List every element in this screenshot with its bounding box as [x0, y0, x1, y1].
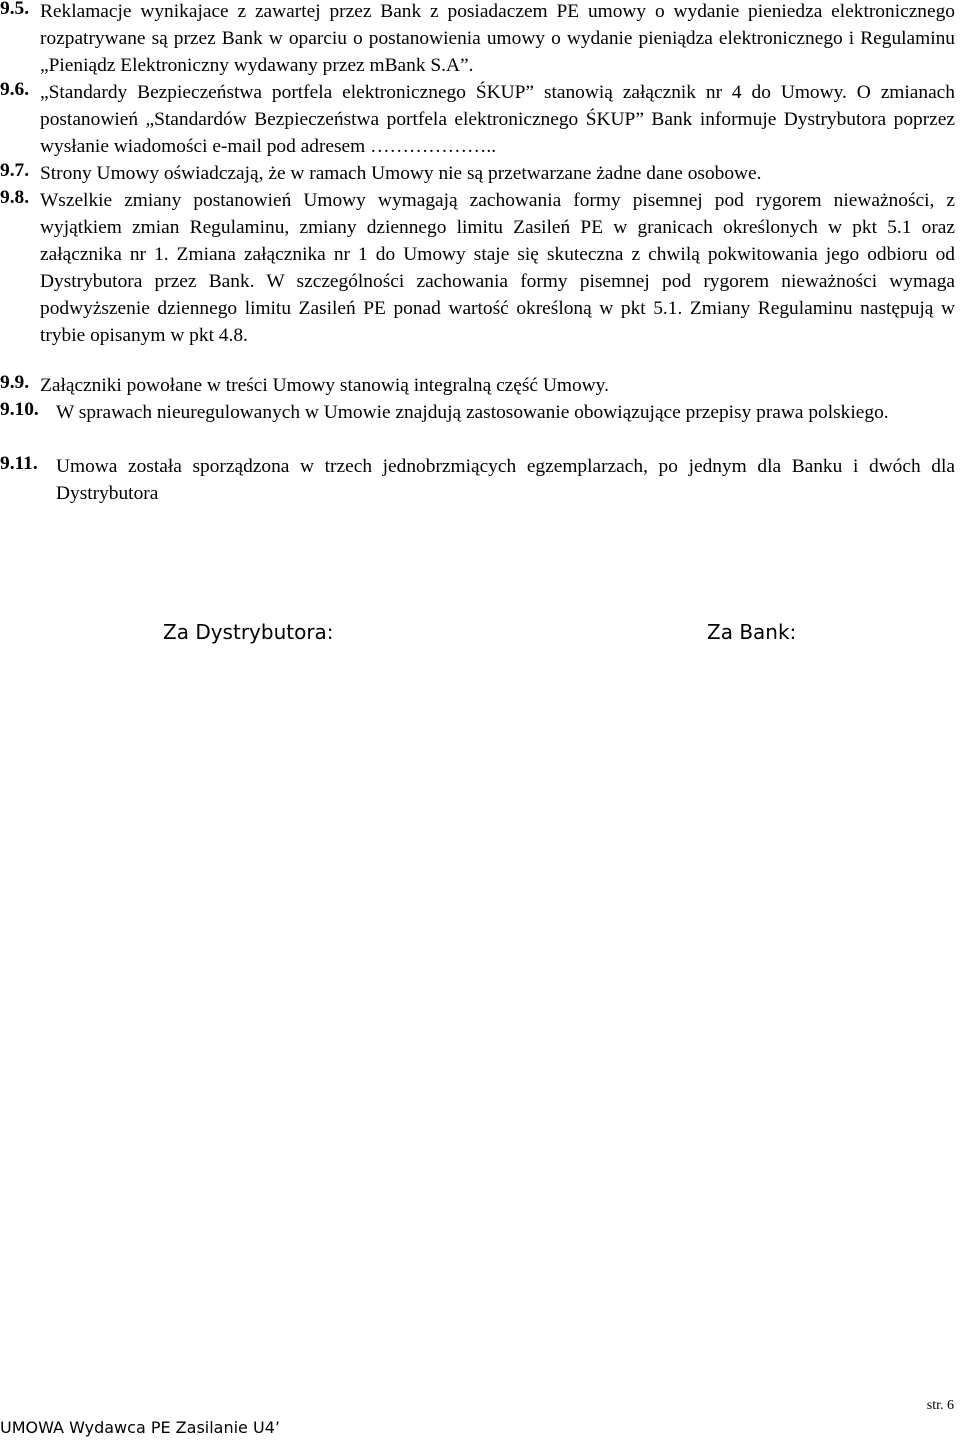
clause-text: „Standardy Bezpieczeństwa portfela elektronicznego ŚKUP” stanowią załącznik nr 4 do Umowy. O zmianach postanowień „Standardów Bezpieczeństwa portfela elektronicznego ŚKUP” Bank informuje Dystrybutora poprzez wysłanie wiadomości e-mail pod adresem ……………….. — [40, 82, 955, 157]
clause-number: 9.8. — [0, 187, 30, 208]
signature-bank: Za Bank: — [707, 620, 797, 644]
clause-number: 9.11. — [0, 453, 38, 474]
page-number: str. 6 — [926, 1398, 954, 1413]
clause-9-5 — [0, 0, 955, 79]
clause-number: 9.9. — [0, 372, 30, 393]
clause-9-8 — [0, 187, 955, 349]
clause-text: Wszelkie zmiany postanowień Umowy wymagają zachowania formy pisemnej pod rygorem nieważności, z wyjątkiem zmian Regulaminu, zmiany dziennego limitu Zasileń PE w granicach określonych w pkt 5.1 oraz załącznika nr 1. Zmiana załącznika nr 1 do Umowy staje się skuteczna z chwilą pokwitowania jego odbioru od Dystrybutora przez Bank. W szczególności zachowania formy pisemnej pod rygorem nieważności wymaga podwyższenie dziennego limitu Zasileń PE ponad wartość określoną w pkt 5.1. Zmiany Regulaminu następują w trybie opisanym w pkt 4.8. — [40, 190, 955, 346]
clause-number: 9.10. — [0, 399, 39, 420]
clause-number: 9.5. — [0, 0, 30, 19]
clause-text: Załączniki powołane w treści Umowy stanowią integralną część Umowy. — [40, 375, 609, 396]
clause-9-9 — [0, 372, 955, 399]
clause-9-10 — [0, 399, 955, 426]
clause-9-11 — [0, 453, 955, 507]
clause-9-6 — [0, 79, 955, 160]
clause-text: W sprawach nieuregulowanych w Umowie znajdują zastosowanie obowiązujące przepisy prawa polskiego. — [56, 402, 889, 423]
clause-text: Strony Umowy oświadczają, że w ramach Umowy nie są przetwarzane żadne dane osobowe. — [40, 163, 762, 184]
clause-text: Reklamacje wynikajace z zawartej przez Bank z posiadaczem PE umowy o wydanie pieniedza elektronicznego rozpatrywane są przez Bank w oparciu o postanowienia umowy o wydanie pieniądza elektronicznego i Regulaminu „Pieniądz Elektroniczny wydawany przez mBank S.A”. — [40, 1, 955, 76]
clause-number: 9.7. — [0, 160, 30, 181]
signature-distributor: Za Dystrybutora: — [163, 620, 334, 644]
clause-9-7 — [0, 160, 955, 187]
clause-number: 9.6. — [0, 79, 30, 100]
clause-text: Umowa została sporządzona w trzech jednobrzmiących egzemplarzach, po jednym dla Banku i dwóch dla Dystrybutora — [56, 456, 955, 504]
footer-document-name: UMOWA Wydawca PE Zasilanie U4’ — [0, 1418, 280, 1437]
